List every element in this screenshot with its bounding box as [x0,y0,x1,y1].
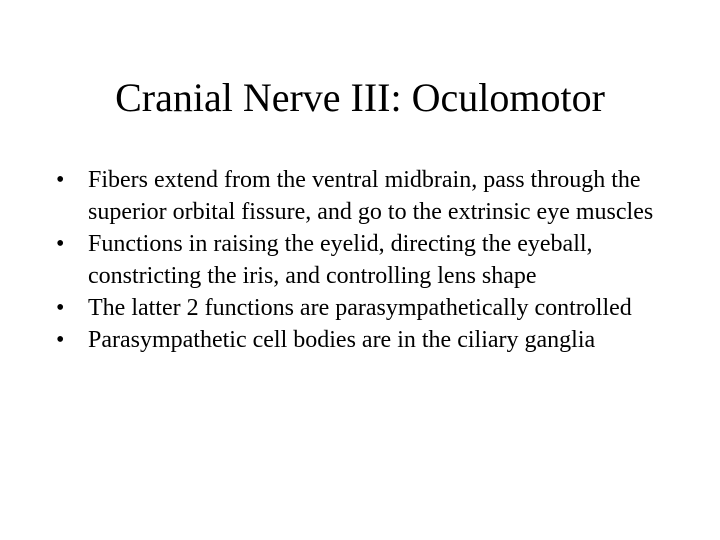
bullet-text: Fibers extend from the ventral midbrain, pass through the superior orbital fissure, and go to the extrinsic eye muscles [88,167,654,225]
bullet-text: Functions in raising the eyelid, directing the eyeball, constricting the iris, and controlling lens shape [88,231,593,289]
bullet-item-4 [56,324,686,356]
bullet-icon: • [56,167,65,193]
bullet-item-3 [56,292,686,324]
bullet-icon: • [56,231,65,257]
bullet-item-2 [56,228,686,292]
bullet-item-1 [56,164,686,228]
bullet-icon: • [56,327,65,353]
bullet-list [56,164,686,356]
bullet-icon: • [56,295,65,321]
bullet-text: The latter 2 functions are parasympathetically controlled [88,295,632,321]
slide-title: Cranial Nerve III: Oculomotor [115,75,605,120]
bullet-text: Parasympathetic cell bodies are in the ciliary ganglia [88,327,596,353]
